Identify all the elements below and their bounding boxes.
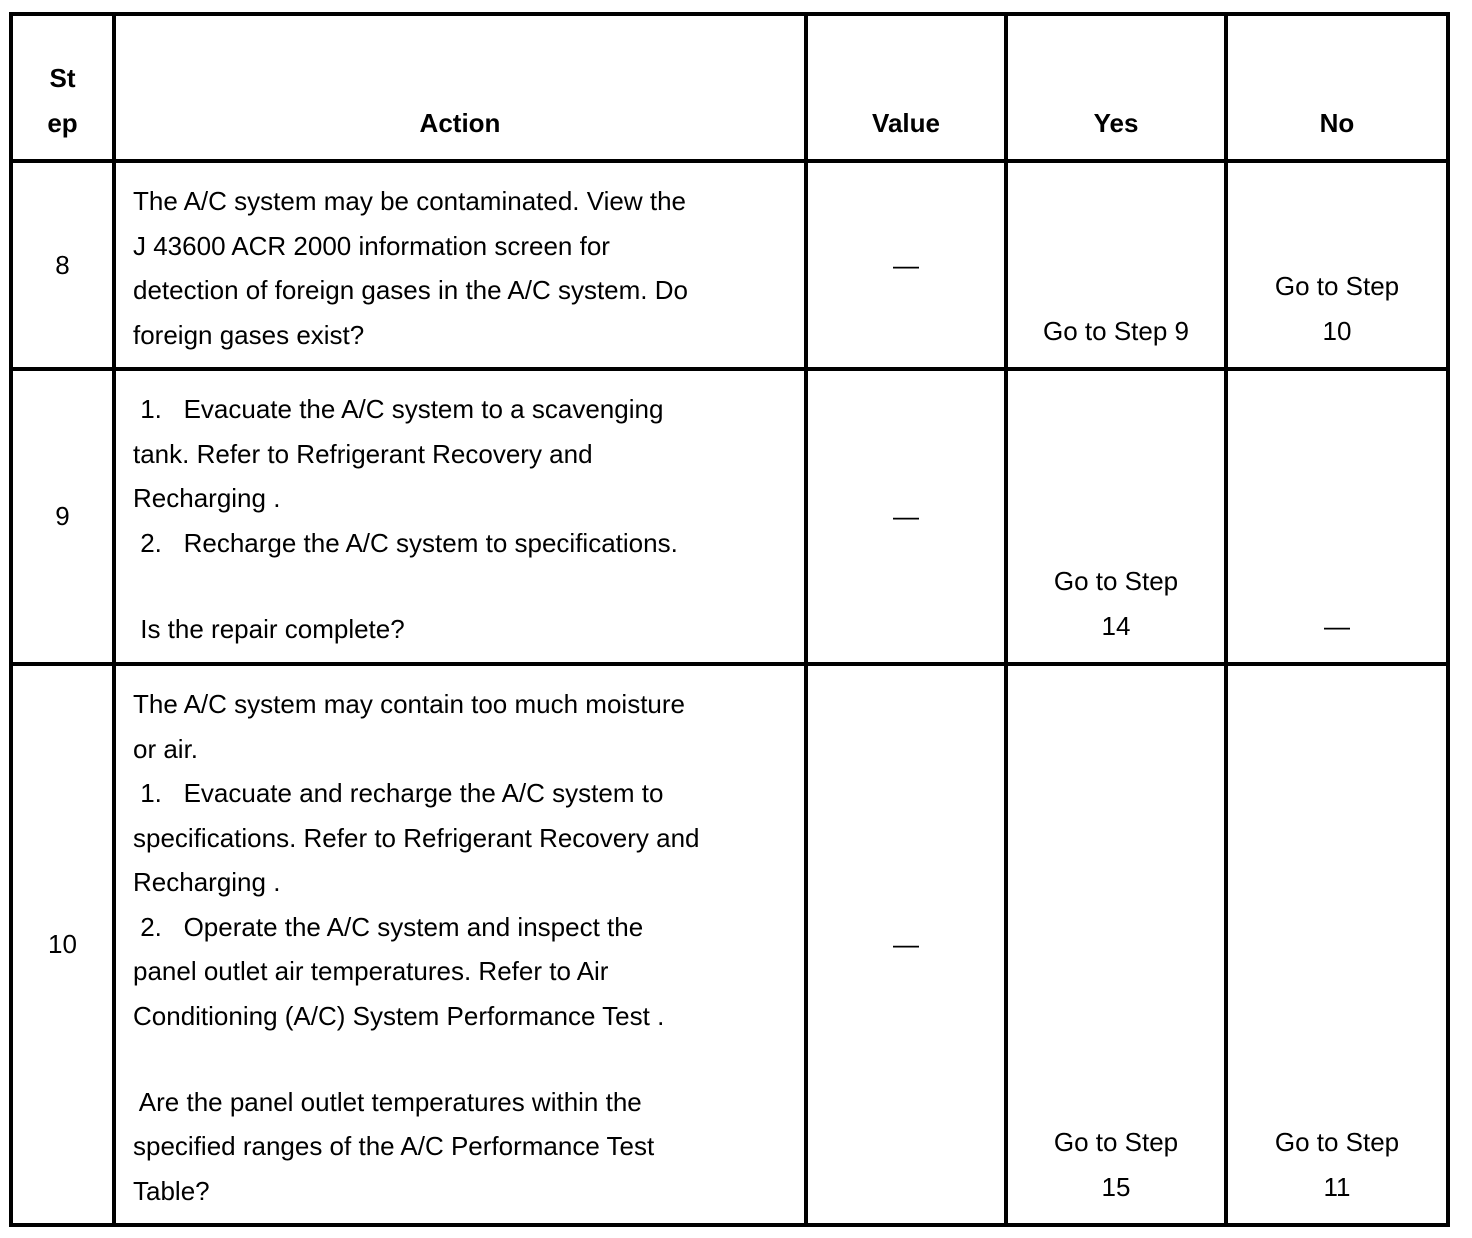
header-step <box>11 14 114 161</box>
header-row <box>11 14 1448 161</box>
diagnostic-table <box>9 12 1450 1227</box>
action-cell <box>114 161 806 369</box>
action-cell <box>114 369 806 664</box>
yes-cell <box>1006 161 1226 369</box>
no-cell <box>1226 664 1448 1225</box>
action-line: panel outlet air temperatures. Refer to Air <box>133 956 609 986</box>
action-line: tank. Refer to Refrigerant Recovery and <box>133 438 593 469</box>
header-step-line2: ep <box>47 107 78 138</box>
no-dash: — <box>1324 610 1350 641</box>
paragraph-gap <box>133 1038 792 1080</box>
no-cell <box>1226 369 1448 664</box>
action-line: The A/C system may be contaminated. View the <box>133 186 687 216</box>
value-cell: — <box>806 161 1006 369</box>
action-line: 2. Recharge the A/C system to specifications. <box>133 527 678 558</box>
action-line: Conditioning (A/C) System Performance Test . <box>133 1000 665 1031</box>
yes-cell <box>1006 369 1226 664</box>
action-line: specifications. Refer to Refrigerant Recovery and <box>133 822 700 853</box>
header-yes: Yes <box>1006 14 1226 161</box>
action-line: The A/C system may contain too much moisture <box>133 689 685 719</box>
no-go-to-step-number: 11 <box>1323 1171 1351 1202</box>
action-line: 1. Evacuate the A/C system to a scavenging <box>133 394 664 424</box>
table-row <box>11 664 1448 1225</box>
yes-go-to-step-number: 15 <box>1101 1171 1131 1202</box>
yes-go-to-step-number: 14 <box>1101 610 1131 641</box>
action-line: J 43600 ACR 2000 information screen for <box>133 230 610 261</box>
table-row <box>11 161 1448 369</box>
step-number: 10 <box>11 664 114 1225</box>
table-row <box>11 369 1448 664</box>
action-line: Recharging . <box>133 483 281 513</box>
step-number: 9 <box>11 369 114 664</box>
action-line: Recharging . <box>133 867 281 897</box>
action-line: detection of foreign gases in the A/C system. Do <box>133 275 688 305</box>
yes-go-to-step-label: Go to Step <box>1053 1127 1179 1157</box>
header-action: Action <box>114 14 806 161</box>
header-value: Value <box>806 14 1006 161</box>
yes-cell <box>1006 664 1226 1225</box>
action-cell <box>114 664 806 1225</box>
no-go-to-step-number: 10 <box>1322 315 1352 346</box>
value-cell: — <box>806 369 1006 664</box>
yes-go-to-step-label: Go to Step <box>1053 566 1179 596</box>
action-line: 2. Operate the A/C system and inspect the <box>133 911 644 942</box>
yes-go-to-step: Go to Step 9 <box>1043 315 1189 346</box>
value-cell: — <box>806 664 1006 1225</box>
action-question: Table? <box>133 1175 210 1206</box>
no-go-to-step-label: Go to Step <box>1274 271 1400 301</box>
no-cell <box>1226 161 1448 369</box>
action-line: foreign gases exist? <box>133 319 365 350</box>
paragraph-gap <box>133 565 792 607</box>
action-question: Is the repair complete? <box>133 613 405 644</box>
action-question: Are the panel outlet temperatures within the <box>133 1086 642 1117</box>
action-line: or air. <box>133 733 199 764</box>
action-line: 1. Evacuate and recharge the A/C system to <box>133 778 664 808</box>
step-number: 8 <box>11 161 114 369</box>
no-go-to-step-label: Go to Step <box>1274 1127 1400 1157</box>
header-no: No <box>1226 14 1448 161</box>
action-question: specified ranges of the A/C Performance Test <box>133 1131 655 1161</box>
header-step-line1: St <box>49 63 76 93</box>
